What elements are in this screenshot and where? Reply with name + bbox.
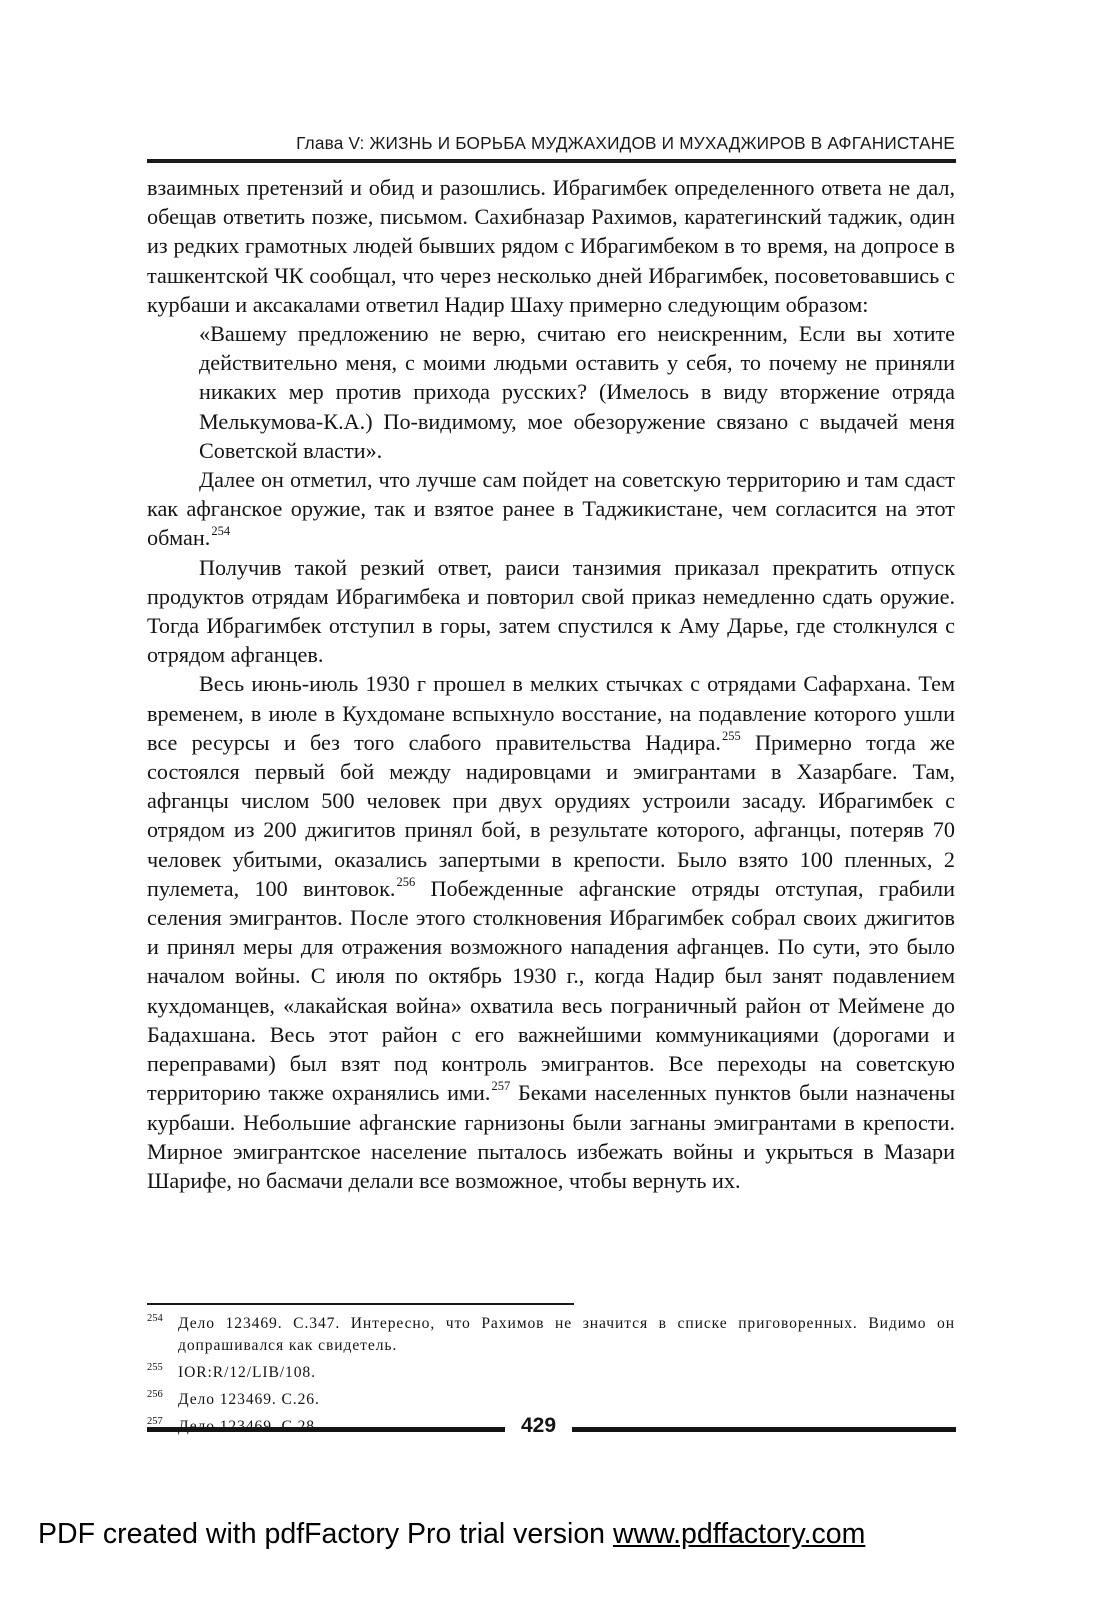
footnote-ref-257[interactable]: 257 xyxy=(491,1079,511,1094)
footnote-number: 256 xyxy=(147,1389,163,1400)
page-number: 429 xyxy=(520,1414,557,1437)
footer-rule-left xyxy=(147,1427,505,1432)
footnote-number: 257 xyxy=(147,1416,163,1427)
paragraph-4-text-c: Побежденные афганские отряды отступая, грабили селения эмигрантов. После этого столкновения Ибрагимбек собрал своих джигитов и принял меры для отражения возможного нападения афганцев. По сути, это было началом войны. С июля по октябрь 1930 г., когда Надир был занят подавлением кухдоманцев, «лакайская война» охватила весь пограничный район от Меймене до Бадахшана. Весь этот район с его важнейшими коммуникациями (дорогами и переправами) был взят под контроль эмигрантов. Все переходы на советскую территорию также охранялись ими. xyxy=(147,875,955,1106)
footnote-256 xyxy=(147,1389,955,1411)
paragraph-2-text: Далее он отметил, что лучше сам пойдет на советскую территорию и там сдаст как афганское оружие, так и взятое ранее в Таджикистане, чем согласится на этот обман. xyxy=(147,467,955,551)
footnote-separator xyxy=(147,1303,574,1305)
footnote-ref-254[interactable]: 254 xyxy=(211,524,231,539)
paragraph-4-text-b: Примерно тогда же состоялся первый бой между надировцами и эмигрантами в Хазарбаге. Там, афганцы числом 500 человек при двух орудиях устроили засаду. Ибрагимбек с отрядом из 200 джигитов принял бой, в результате которого, афганцы, потеряв 70 человек убитыми, оказались запертыми в крепости. Было взято 100 пленных, 2 пулемета, 100 винтовок. xyxy=(147,729,955,901)
footnote-255 xyxy=(147,1362,955,1384)
footnote-number: 255 xyxy=(147,1362,163,1373)
footnote-text: Дело 123469. С.347. Интересно, что Рахимов не значится в списке приговоренных. Видимо он допрашивался как свидетель. xyxy=(178,1315,955,1354)
footer-rule-right xyxy=(572,1427,956,1432)
running-header: Глава V: ЖИЗНЬ И БОРЬБА МУДЖАХИДОВ И МУХАДЖИРОВ В АФГАНИСТАНЕ xyxy=(296,133,955,153)
body-text xyxy=(147,173,955,1195)
paragraph-2 xyxy=(147,465,955,553)
paragraph-4-text-a: Весь июнь-июль 1930 г прошел в мелких стычках с отрядами Сафархана. Тем временем, в июле в Кухдомане вспыхнуло восстание, на подавление которого ушли все ресурсы и без того слабого правительства Надира. xyxy=(147,671,955,755)
footnote-ref-255[interactable]: 255 xyxy=(721,728,741,743)
watermark-text: PDF created with pdfFactory Pro trial version xyxy=(38,1518,613,1550)
header-rule xyxy=(147,159,956,163)
footnote-text: IOR:R/12/LIB/108. xyxy=(178,1364,316,1381)
pdf-watermark xyxy=(38,1518,865,1551)
footnote-text: Дело 123469. С.26. xyxy=(178,1391,320,1408)
paragraph-3: Получив такой резкий ответ, раиси танзимия приказал прекратить отпуск продуктов отрядам Ибрагимбека и повторил свой приказ немедленно сдать оружие. Тогда Ибрагимбек отступил в горы, затем спустился к Аму Дарье, где столкнулся с отрядом афганцев. xyxy=(147,554,955,668)
block-quote: «Вашему предложению не верю, считаю его неискренним, Если вы хотите действительно меня, с моими людьми оставить у себя, то почему не приняли никаких мер против прихода русских? (Имелось в виду вторжение отряда Мелькумова-К.А.) По-видимому, мое обезоружение связано с выдачей меня Советской власти». xyxy=(199,321,955,463)
footnote-ref-256[interactable]: 256 xyxy=(396,874,416,889)
paragraph-1: взаимных претензий и обид и разошлись. Ибрагимбек определенного ответа не дал, обещав ответить позже, письмом. Сахибназар Рахимов, каратегинский таджик, один из редких грамотных людей бывших рядом с Ибрагимбеком в то время, на допросе в ташкентской ЧК сообщал, что через несколько дней Ибрагимбек, посоветовавшись с курбаши и аксакалами ответил Надир Шаху примерно следующим образом: xyxy=(147,175,955,317)
footnote-254 xyxy=(147,1313,955,1357)
paragraph-4 xyxy=(147,669,955,1195)
watermark-link[interactable]: www.pdffactory.com xyxy=(612,1518,866,1550)
footnote-number: 254 xyxy=(147,1313,163,1324)
paragraph-4-text-d: Беками населенных пунктов были назначены курбаши. Небольшие афганские гарнизоны были загнаны эмигрантами в крепости. Мирное эмигрантское население пыталось избежать войны и укрыться в Мазари Шарифе, но басмачи делали все возможное, чтобы вернуть их. xyxy=(147,1080,956,1193)
